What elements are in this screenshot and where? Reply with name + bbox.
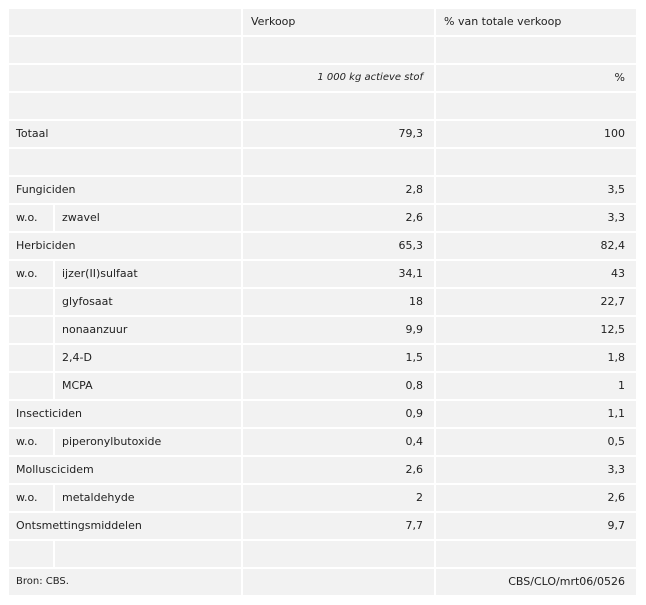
spacer-row bbox=[9, 93, 636, 119]
row-sales: 2,8 bbox=[243, 177, 434, 203]
spacer-row bbox=[9, 149, 636, 175]
row-label: Molluscicidem bbox=[9, 457, 241, 483]
row-sales: 2,6 bbox=[243, 205, 434, 231]
table-row bbox=[9, 233, 636, 259]
empty-cell bbox=[9, 93, 241, 119]
row-sales: 79,3 bbox=[243, 121, 434, 147]
row-sub: MCPA bbox=[55, 373, 241, 399]
row-sub: metaldehyde bbox=[55, 485, 241, 511]
row-group: w.o. bbox=[9, 261, 53, 287]
empty-cell bbox=[9, 541, 53, 567]
sales-table bbox=[9, 9, 636, 597]
empty-cell bbox=[243, 569, 434, 595]
row-percent: 9,7 bbox=[436, 513, 636, 539]
spacer-row bbox=[9, 541, 636, 567]
row-percent: 3,3 bbox=[436, 457, 636, 483]
table-row bbox=[9, 177, 636, 203]
row-percent: 12,5 bbox=[436, 317, 636, 343]
row-sales: 0,9 bbox=[243, 401, 434, 427]
row-group: w.o. bbox=[9, 205, 53, 231]
empty-cell bbox=[436, 541, 636, 567]
row-percent: 100 bbox=[436, 121, 636, 147]
row-percent: 22,7 bbox=[436, 289, 636, 315]
unit-percent: % bbox=[436, 65, 636, 91]
empty-cell bbox=[436, 149, 636, 175]
empty-cell bbox=[243, 93, 434, 119]
header-label-cell bbox=[9, 9, 241, 35]
header-sales: Verkoop bbox=[243, 9, 434, 35]
table-row bbox=[9, 457, 636, 483]
units-row bbox=[9, 65, 636, 91]
row-percent: 3,5 bbox=[436, 177, 636, 203]
row-group: w.o. bbox=[9, 429, 53, 455]
header-percent: % van totale verkoop bbox=[436, 9, 636, 35]
row-percent: 0,5 bbox=[436, 429, 636, 455]
table-row bbox=[9, 401, 636, 427]
row-sub: ijzer(II)sulfaat bbox=[55, 261, 241, 287]
row-percent: 1,8 bbox=[436, 345, 636, 371]
row-percent: 3,3 bbox=[436, 205, 636, 231]
row-percent: 82,4 bbox=[436, 233, 636, 259]
table-row bbox=[9, 513, 636, 539]
row-sub: zwavel bbox=[55, 205, 241, 231]
empty-cell bbox=[436, 37, 636, 63]
empty-cell bbox=[243, 541, 434, 567]
source-note: Bron: CBS. bbox=[9, 569, 241, 595]
row-sales: 9,9 bbox=[243, 317, 434, 343]
empty-cell bbox=[9, 65, 241, 91]
row-percent: 2,6 bbox=[436, 485, 636, 511]
table-row bbox=[9, 121, 636, 147]
row-label: Ontsmettingsmiddelen bbox=[9, 513, 241, 539]
table-row bbox=[9, 373, 636, 399]
row-label: Fungiciden bbox=[9, 177, 241, 203]
row-sales: 2,6 bbox=[243, 457, 434, 483]
table-row bbox=[9, 289, 636, 315]
table-row bbox=[9, 429, 636, 455]
row-group bbox=[9, 317, 53, 343]
table-row bbox=[9, 205, 636, 231]
row-sub: nonaanzuur bbox=[55, 317, 241, 343]
row-sales: 34,1 bbox=[243, 261, 434, 287]
row-sales: 65,3 bbox=[243, 233, 434, 259]
row-sub: glyfosaat bbox=[55, 289, 241, 315]
row-sub: 2,4-D bbox=[55, 345, 241, 371]
unit-sales: 1 000 kg actieve stof bbox=[243, 65, 434, 91]
row-sales: 18 bbox=[243, 289, 434, 315]
row-sales: 2 bbox=[243, 485, 434, 511]
footer-row bbox=[9, 569, 636, 595]
row-sales: 0,8 bbox=[243, 373, 434, 399]
empty-cell bbox=[243, 37, 434, 63]
row-sales: 1,5 bbox=[243, 345, 434, 371]
table-row bbox=[9, 485, 636, 511]
spacer-row bbox=[9, 37, 636, 63]
row-label: Insecticiden bbox=[9, 401, 241, 427]
empty-cell bbox=[55, 541, 241, 567]
row-group: w.o. bbox=[9, 485, 53, 511]
row-sub: piperonylbutoxide bbox=[55, 429, 241, 455]
row-label: Totaal bbox=[9, 121, 241, 147]
table-row bbox=[9, 345, 636, 371]
empty-cell bbox=[436, 93, 636, 119]
row-percent: 43 bbox=[436, 261, 636, 287]
row-percent: 1 bbox=[436, 373, 636, 399]
table-header-row bbox=[9, 9, 636, 35]
empty-cell bbox=[243, 149, 434, 175]
source-code: CBS/CLO/mrt06/0526 bbox=[436, 569, 636, 595]
row-group bbox=[9, 373, 53, 399]
row-group bbox=[9, 345, 53, 371]
empty-cell bbox=[9, 37, 241, 63]
row-sales: 0,4 bbox=[243, 429, 434, 455]
row-percent: 1,1 bbox=[436, 401, 636, 427]
table-row bbox=[9, 261, 636, 287]
empty-cell bbox=[9, 149, 241, 175]
row-group bbox=[9, 289, 53, 315]
row-sales: 7,7 bbox=[243, 513, 434, 539]
row-label: Herbiciden bbox=[9, 233, 241, 259]
table-row bbox=[9, 317, 636, 343]
